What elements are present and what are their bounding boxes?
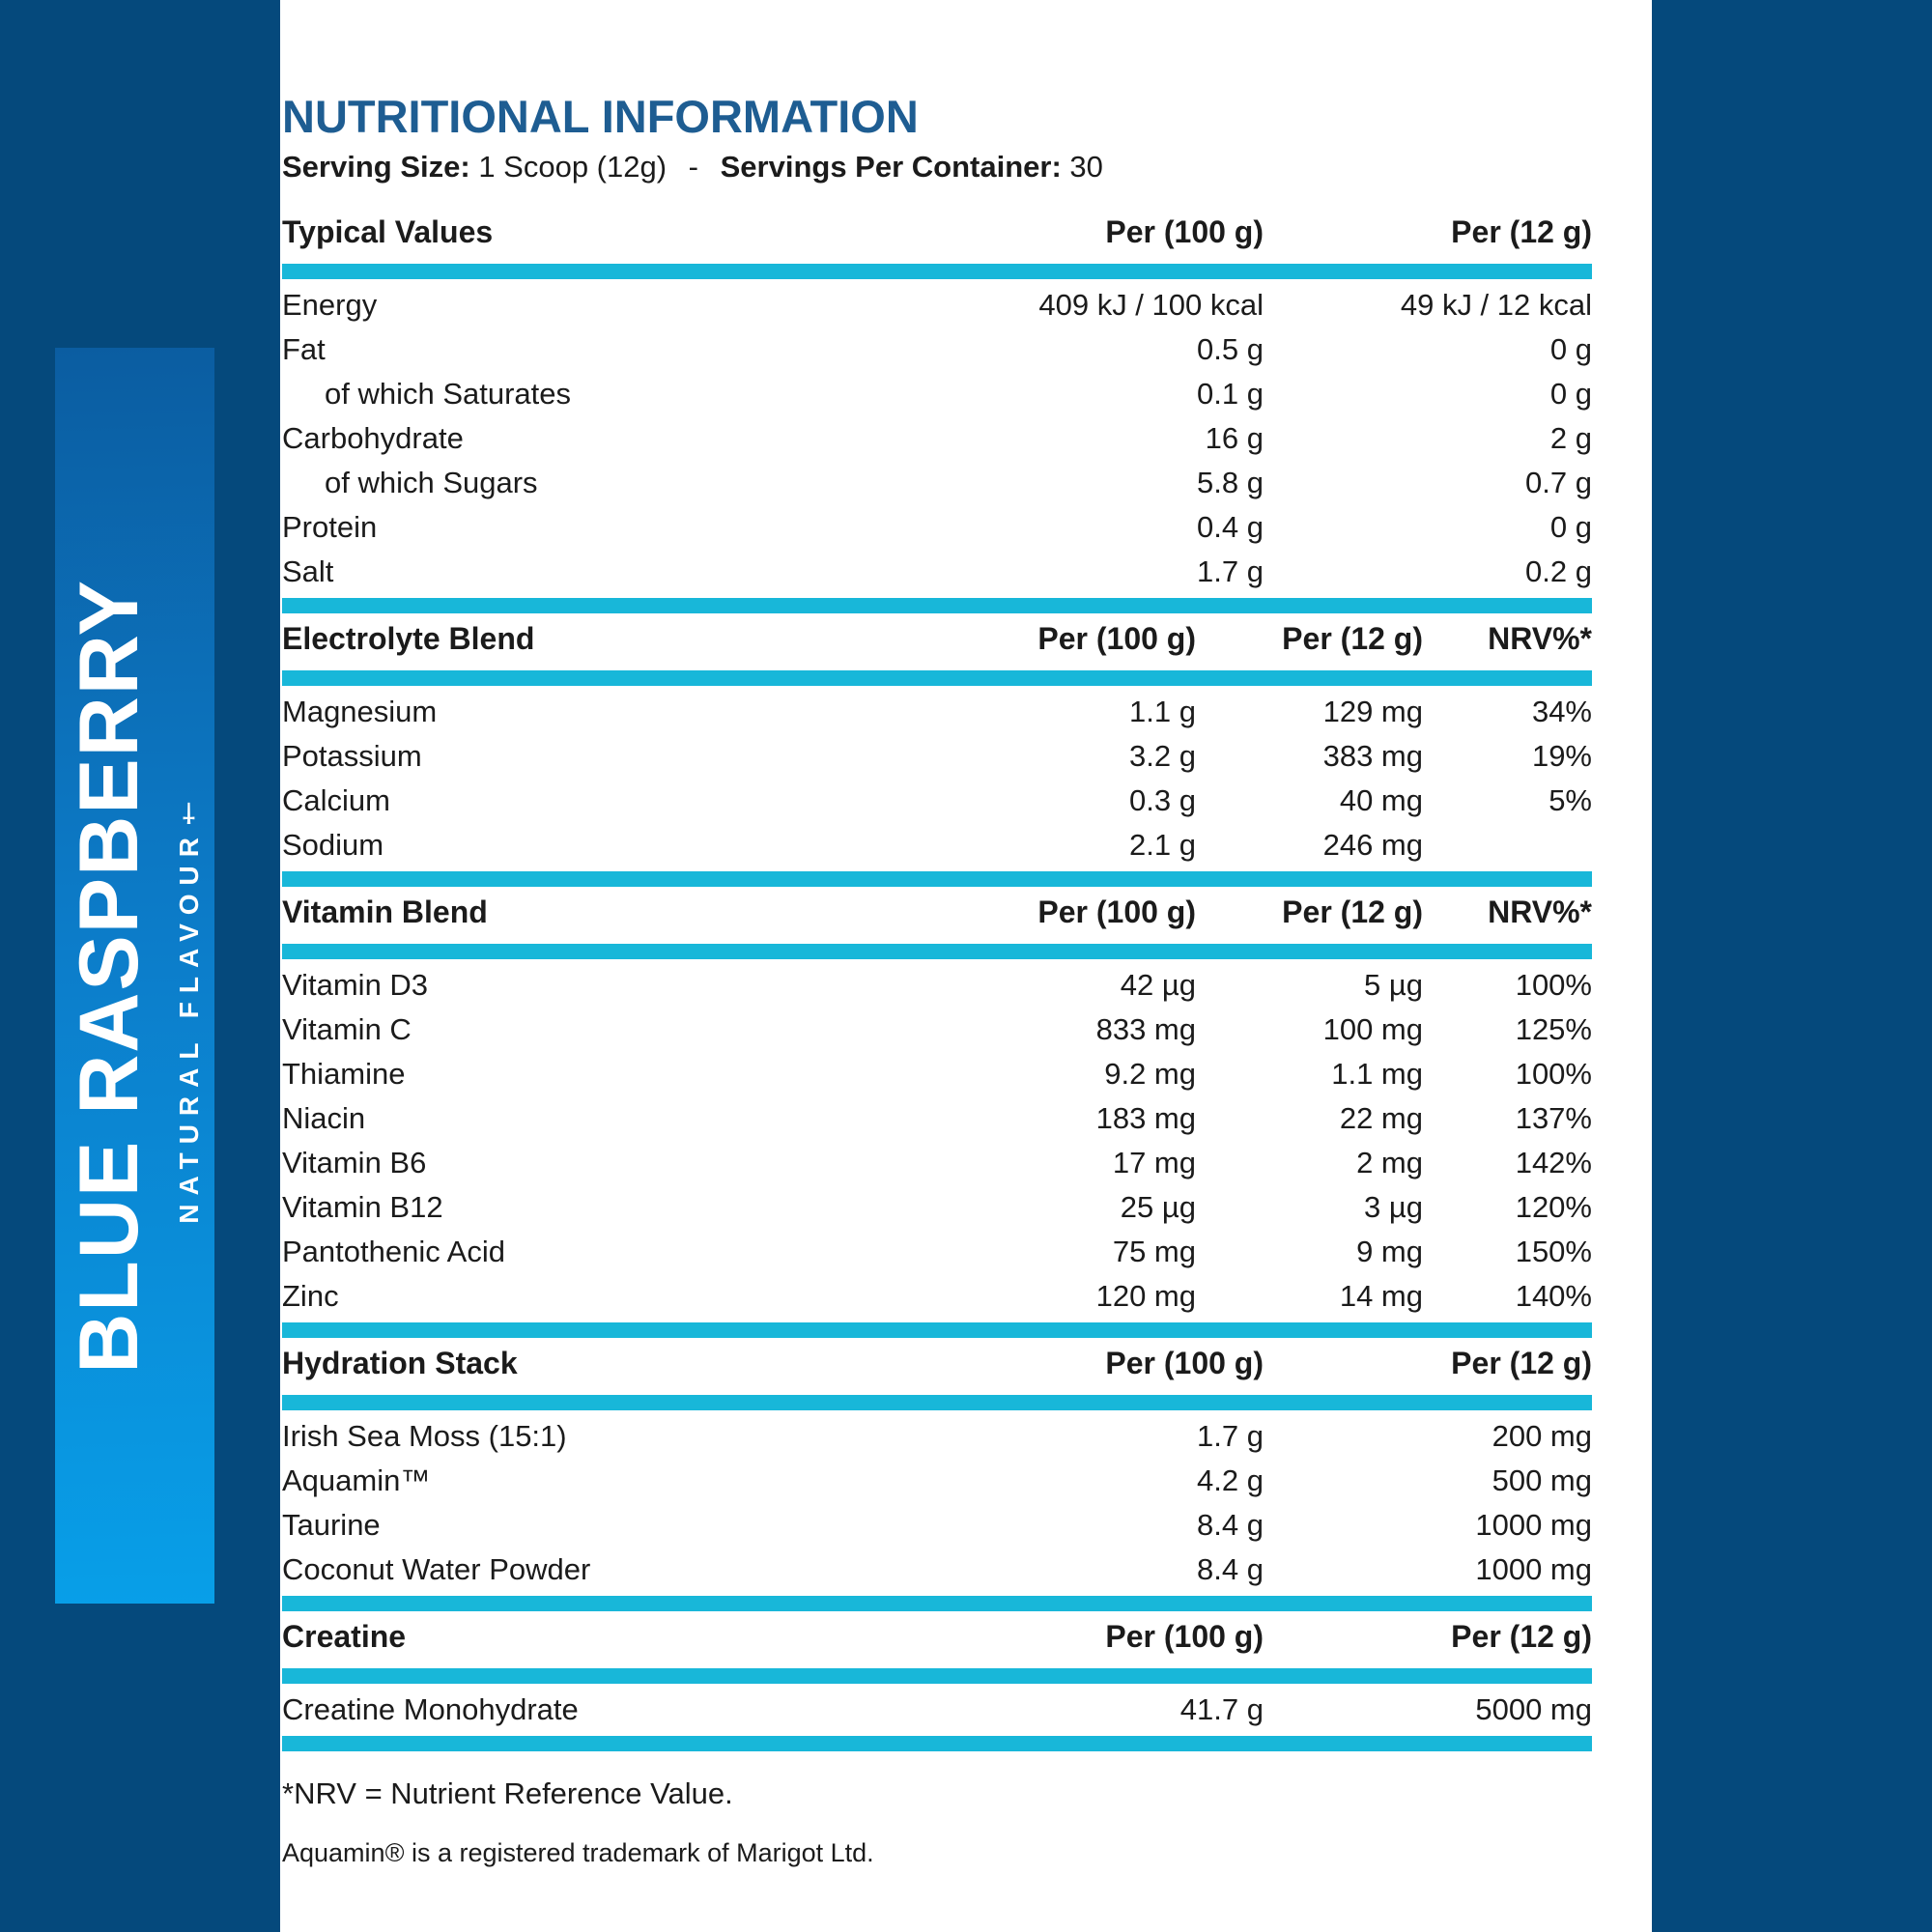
section-rows [282,279,1592,598]
nrv-footnote: *NRV = Nutrient Reference Value. [282,1776,733,1810]
row-value: 2.1 g [1129,828,1196,862]
column-header: Per (100 g) [1105,214,1264,249]
row-value: 9 mg [1356,1235,1423,1268]
row-value: 500 mg [1492,1463,1592,1497]
nutrition-panel [280,0,1652,1932]
row-value: 8.4 g [1197,1552,1264,1586]
row-value: 120% [1515,1190,1592,1224]
row-value: 0.5 g [1197,332,1264,366]
row-value: 9.2 mg [1104,1057,1196,1091]
row-value: 0.7 g [1525,466,1592,499]
row-label: Calcium [282,783,390,817]
row-value: 3 µg [1364,1190,1423,1224]
table-row [282,1052,1592,1096]
table-row [282,1230,1592,1274]
section-name: Electrolyte Blend [282,621,535,656]
divider-bar [282,598,1592,613]
divider-bar [282,264,1592,279]
row-value: 100% [1515,968,1592,1002]
serving-separator: - [688,150,698,184]
row-value: 5.8 g [1197,466,1264,499]
row-label: Creatine Monohydrate [282,1692,579,1726]
row-label: Niacin [282,1101,366,1135]
row-label: Protein [282,510,378,544]
flavour-name-vertical: BLUE RASPBERRY [62,578,156,1374]
row-label: Sodium [282,828,384,862]
row-value: 125% [1515,1012,1592,1046]
serving-size-label: Serving Size: [282,150,470,184]
serving-size-line [282,145,1592,189]
row-value: 42 µg [1120,968,1196,1002]
row-value: 8.4 g [1197,1508,1264,1542]
row-value: 137% [1515,1101,1592,1135]
table-section [282,189,1592,613]
divider-bar [282,1668,1592,1684]
row-value: 1.7 g [1197,554,1264,588]
table-section [282,887,1592,1338]
row-value: 5000 mg [1475,1692,1592,1726]
right-border-strip [1652,0,1932,1932]
row-value: 200 mg [1492,1419,1592,1453]
row-value: 383 mg [1322,739,1423,773]
table-section [282,1338,1592,1611]
row-value: 16 g [1205,421,1264,455]
divider-bar [282,1596,1592,1611]
column-header: Per (12 g) [1282,895,1423,929]
row-label: Taurine [282,1508,381,1542]
table-row [282,505,1592,550]
row-value: 5 µg [1364,968,1423,1002]
row-label: Magnesium [282,695,438,728]
row-label: Zinc [282,1279,339,1313]
divider-bar [282,871,1592,887]
row-value: 100% [1515,1057,1592,1091]
row-value: 41.7 g [1179,1692,1264,1726]
column-header: Per (100 g) [1037,895,1196,929]
divider-bar [282,1395,1592,1410]
row-label: Vitamin C [282,1012,412,1046]
row-value: 3.2 g [1129,739,1196,773]
row-value: 34% [1531,695,1592,728]
row-value: 409 kJ / 100 kcal [1038,288,1264,322]
row-value: 49 kJ / 12 kcal [1400,288,1592,322]
section-name: Creatine [282,1619,407,1654]
table-row [282,690,1592,734]
table-row [282,416,1592,461]
table-row [282,1548,1592,1592]
section-name: Hydration Stack [282,1346,518,1380]
section-rows [282,959,1592,1322]
column-header: Per (12 g) [1451,1346,1592,1380]
row-label: of which Saturates [325,377,572,411]
nutrition-table [282,189,1592,1751]
divider-bar [282,670,1592,686]
row-label: Salt [282,554,334,588]
table-row [282,823,1592,867]
table-row [282,1688,1592,1732]
row-label: Fat [282,332,326,366]
table-section [282,613,1592,887]
table-row [282,1185,1592,1230]
row-value: 0 g [1549,377,1592,411]
section-header [282,1338,1592,1395]
row-value: 1.7 g [1197,1419,1264,1453]
column-header: Per (12 g) [1451,214,1592,249]
table-row [282,1008,1592,1052]
column-header: Per (12 g) [1282,621,1423,656]
section-name: Vitamin Blend [282,895,488,929]
flavour-subtitle-vertical: NATURAL FLAVOUR† [173,789,204,1224]
row-label: Vitamin B12 [282,1190,443,1224]
row-value: 833 mg [1095,1012,1196,1046]
row-label: Irish Sea Moss (15:1) [282,1419,567,1453]
row-value: 2 mg [1356,1146,1423,1179]
row-value: 142% [1515,1146,1592,1179]
row-value: 183 mg [1095,1101,1196,1135]
divider-bar [282,944,1592,959]
row-value: 0 g [1549,510,1592,544]
row-value: 25 µg [1120,1190,1196,1224]
row-value [1423,823,1592,867]
column-header: NRV%* [1488,621,1592,656]
row-value: 150% [1515,1235,1592,1268]
row-value: 1000 mg [1475,1552,1592,1586]
column-header: Per (100 g) [1037,621,1196,656]
section-rows [282,1410,1592,1596]
row-value: 1.1 mg [1331,1057,1423,1091]
row-value: 1.1 g [1129,695,1196,728]
row-value: 5% [1548,783,1592,817]
section-name: Typical Values [282,214,494,249]
table-row [282,283,1592,327]
section-header [282,887,1592,944]
row-value: 140% [1515,1279,1592,1313]
row-label: Vitamin B6 [282,1146,427,1179]
table-row [282,550,1592,594]
divider-bar [282,1322,1592,1338]
divider-bar [282,1736,1592,1751]
servings-per-container-label: Servings Per Container: [720,150,1062,184]
table-row [282,372,1592,416]
row-value: 120 mg [1095,1279,1196,1313]
row-value: 2 g [1549,421,1592,455]
row-label: Thiamine [282,1057,406,1091]
row-value: 0.2 g [1525,554,1592,588]
serving-size-value: 1 Scoop (12g) [478,150,668,184]
row-value: 0 g [1549,332,1592,366]
table-row [282,1414,1592,1459]
row-value: 129 mg [1322,695,1423,728]
row-value: 100 mg [1322,1012,1423,1046]
table-row [282,963,1592,1008]
row-value: 22 mg [1339,1101,1423,1135]
row-value: 17 mg [1112,1146,1196,1179]
section-rows [282,686,1592,871]
trademark-footnote: Aquamin® is a registered trademark of Marigot Ltd. [282,1838,874,1867]
table-row [282,461,1592,505]
row-value: 0.4 g [1197,510,1264,544]
column-header: Per (100 g) [1105,1346,1264,1380]
table-section [282,1611,1592,1751]
row-value: 14 mg [1339,1279,1423,1313]
section-header [282,189,1592,264]
table-row [282,1274,1592,1319]
row-value: 4.2 g [1197,1463,1264,1497]
table-row [282,779,1592,823]
table-row [282,327,1592,372]
row-value: 0.3 g [1129,783,1196,817]
row-label: Vitamin D3 [282,968,429,1002]
servings-per-container-value: 30 [1069,150,1103,184]
column-header: Per (100 g) [1105,1619,1264,1654]
table-row [282,1141,1592,1185]
table-row [282,1096,1592,1141]
row-value: 75 mg [1112,1235,1196,1268]
row-label: Carbohydrate [282,421,464,455]
column-header: NRV%* [1488,895,1592,929]
row-value: 19% [1531,739,1592,773]
column-header: Per (12 g) [1451,1619,1592,1654]
nutrition-title: NUTRITIONAL INFORMATION [282,91,919,142]
section-header [282,613,1592,670]
table-row [282,1459,1592,1503]
row-value: 40 mg [1339,783,1423,817]
row-label: Potassium [282,739,422,773]
table-row [282,734,1592,779]
row-value: 0.1 g [1197,377,1264,411]
section-rows [282,1684,1592,1736]
row-label: Pantothenic Acid [282,1235,505,1268]
section-header [282,1611,1592,1668]
row-label: Aquamin™ [282,1463,431,1497]
table-row [282,1503,1592,1548]
row-value: 246 mg [1322,828,1423,862]
left-border-strip [0,0,280,1932]
row-label: Energy [282,288,378,322]
row-value: 1000 mg [1475,1508,1592,1542]
flavour-banner [55,348,214,1604]
row-label: of which Sugars [325,466,538,499]
row-label: Coconut Water Powder [282,1552,591,1586]
